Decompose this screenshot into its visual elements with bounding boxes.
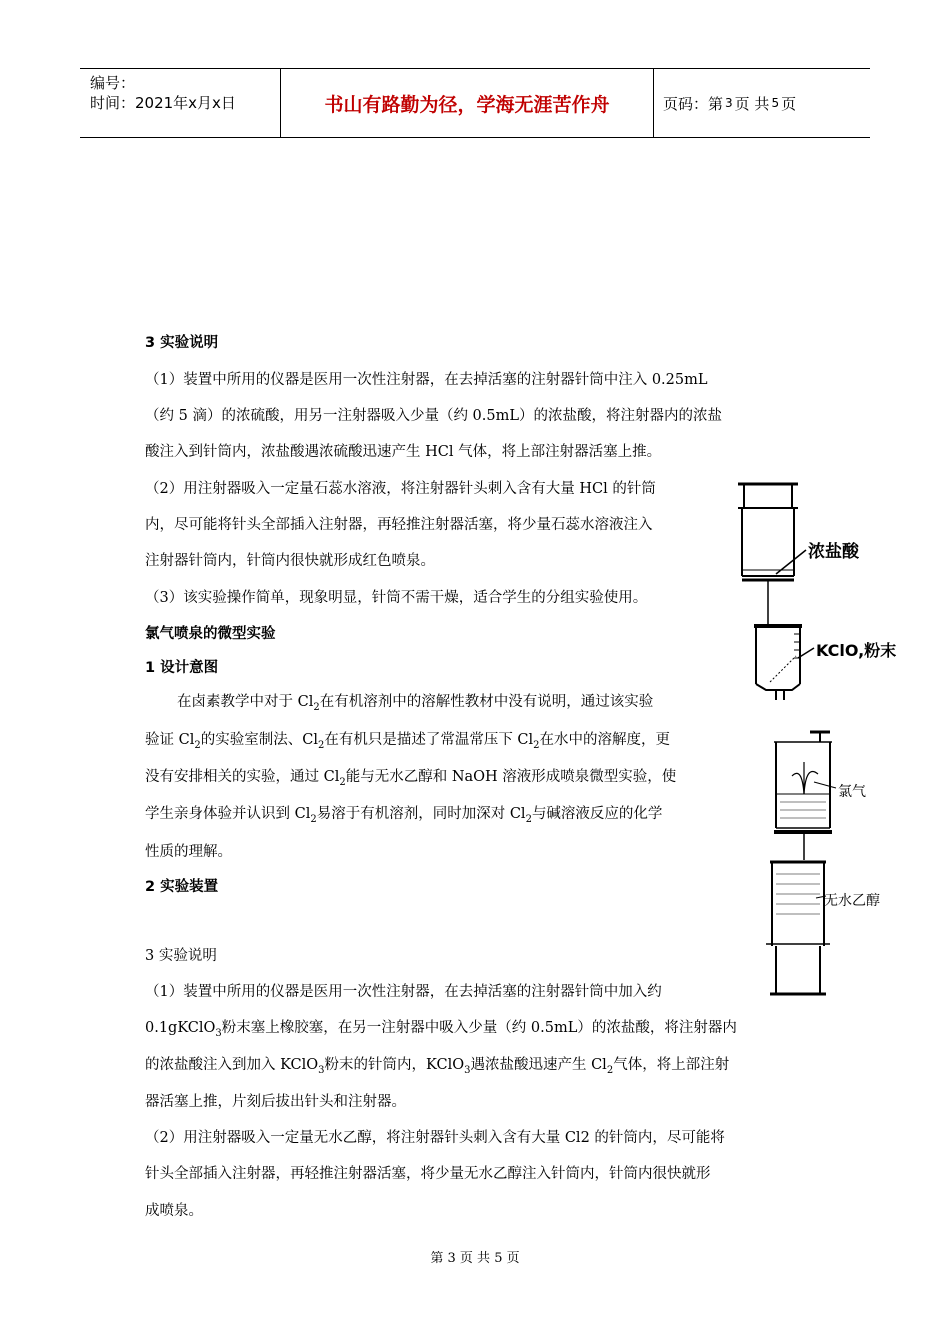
paragraph-line: 学生亲身体验并认识到 $Cl_2$易溶于有机溶剂，同时加深对 $Cl_2$与碱溶液反应的化学 <box>145 806 663 825</box>
paragraph-line: 成喷泉。 <box>145 1203 203 1219</box>
figure-cl2-apparatus <box>764 728 910 998</box>
paragraph-line: 0.1gKClO$_3$粉末塞上橡胶塞，在另一注射器中吸入少量（约 0.5mL）的浓盐酸，将注射器内 <box>145 1020 737 1039</box>
section-heading: 2 实验装置 <box>145 879 219 895</box>
section-heading: 3 实验说明 <box>145 335 219 351</box>
paragraph-line: 没有安排相关的实验，通过 $Cl_2$能与无水乙醇和 NaOH 溶液形成喷泉微型实验，使 <box>145 769 677 788</box>
paragraph-line: 针头全部插入注射器，再轻推注射器活塞，将少量无水乙醇注入针筒内，针筒内很快就形 <box>145 1166 711 1182</box>
paragraph-line: 内，尽可能将针头全部插入注射器，再轻推注射器活塞，将少量石蕊水溶液注入 <box>145 517 653 533</box>
paragraph-line: （1）装置中所用的仪器是医用一次性注射器，在去掉活塞的注射器针筒中加入约 <box>145 984 662 1000</box>
paragraph-line: （约 5 滴）的浓硫酸，用另一注射器吸入少量（约 0.5mL）的浓盐酸，将注射器内的浓盐 <box>145 408 722 424</box>
header-motto: 书山有路勤为径，学海无涯苦作舟 <box>324 93 610 116</box>
label-ethanol: 无水乙醇 <box>824 893 880 909</box>
page-footer: 第 3 页 共 5 页 <box>430 1251 520 1266</box>
number-label: 编号： <box>90 74 136 92</box>
label-conc-hcl: 浓盐酸 <box>808 542 859 562</box>
paragraph-line: 在卤素教学中对于 $Cl_2$在有机溶剂中的溶解性教材中没有说明，通过该实验 <box>177 694 654 713</box>
paragraph-line: （1）装置中所用的仪器是医用一次性注射器，在去掉活塞的注射器针筒中注入 0.25mL <box>145 372 708 388</box>
label-chlorine: 氯气 <box>838 784 866 800</box>
section-heading: 3 实验说明 <box>145 948 217 964</box>
paragraph-line: 验证 $Cl_2$的实验室制法、$Cl_2$在有机只是描述了常温常压下 $Cl_2$在水中的溶解度，更 <box>145 732 671 751</box>
paragraph-line: （3）该实验操作简单，现象明显，针筒不需干燥，适合学生的分组实验使用。 <box>145 590 648 606</box>
paragraph-line: 注射器针筒内，针筒内很快就形成红色喷泉。 <box>145 553 435 569</box>
label-kclo-powder: KClO,粉末 <box>816 641 897 660</box>
time-label: 时间：2021年x月x日 <box>90 94 236 112</box>
syringe-diagram <box>736 478 926 710</box>
paragraph-line: （2）用注射器吸入一定量无水乙醇，将注射器针头刺入含有大量 Cl2 的针筒内，尽可能将 <box>145 1130 725 1146</box>
header-page-number: 页码：第 3 页 共 5 页 <box>663 94 797 113</box>
paragraph-line: 酸注入到针筒内，浓盐酸遇浓硫酸迅速产生 HCl 气体，将上部注射器活塞上推。 <box>145 444 662 460</box>
fountain-diagram <box>764 728 910 998</box>
section-title: 氯气喷泉的微型实验 <box>145 626 276 642</box>
page-header <box>80 68 870 138</box>
figure-hcl-apparatus <box>736 478 926 710</box>
header-divider <box>653 69 654 137</box>
paragraph-line: 性质的理解。 <box>145 844 232 860</box>
section-heading: 1 设计意图 <box>145 660 219 676</box>
paragraph-line: 器活塞上推，片刻后拔出针头和注射器。 <box>145 1094 406 1110</box>
header-info <box>90 73 236 113</box>
paragraph-line: （2）用注射器吸入一定量石蕊水溶液，将注射器针头刺入含有大量 HCl 的针筒 <box>145 481 656 497</box>
paragraph-line: 的浓盐酸注入到加入 KClO$_3$粉末的针筒内，KClO$_3$遇浓盐酸迅速产生 $Cl_2$气体，将上部注射 <box>145 1057 730 1076</box>
